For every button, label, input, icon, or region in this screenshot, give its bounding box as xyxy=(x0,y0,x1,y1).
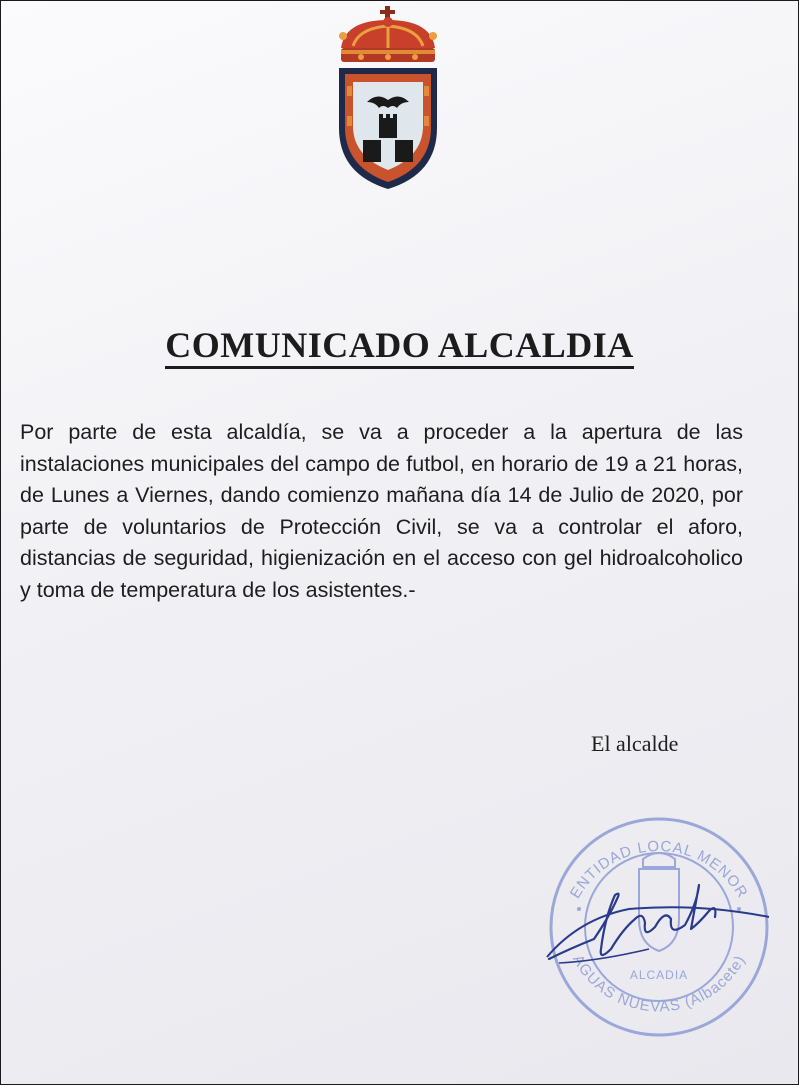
document-body: Por parte de esta alcaldía, se va a proceder a la apertura de las instalaciones municipales del campo de futbol, en horario de 19 a 21 horas, de Lunes a Viernes, dando comienzo mañana día 14 de Julio de 2020, por parte de voluntarios de Protección Civil, se va a controlar el aforo, distancias de seguridad, higienización en el acceso con gel hidroalcoholico y toma de temperatura de los asistentes.- xyxy=(20,420,743,602)
document-title xyxy=(1,324,798,366)
seal-center-text: ALCADIA xyxy=(629,968,689,982)
official-seal-icon xyxy=(539,799,779,1049)
seal-top-text: ENTIDAD LOCAL MENOR xyxy=(566,837,752,902)
document-title-text: COMUNICADO ALCALDIA xyxy=(165,325,634,369)
seal-bottom-text: AGUAS NUEVAS (Albacete) xyxy=(569,952,749,1016)
signer-label: El alcalde xyxy=(591,731,679,756)
coat-of-arms-icon xyxy=(331,6,445,191)
